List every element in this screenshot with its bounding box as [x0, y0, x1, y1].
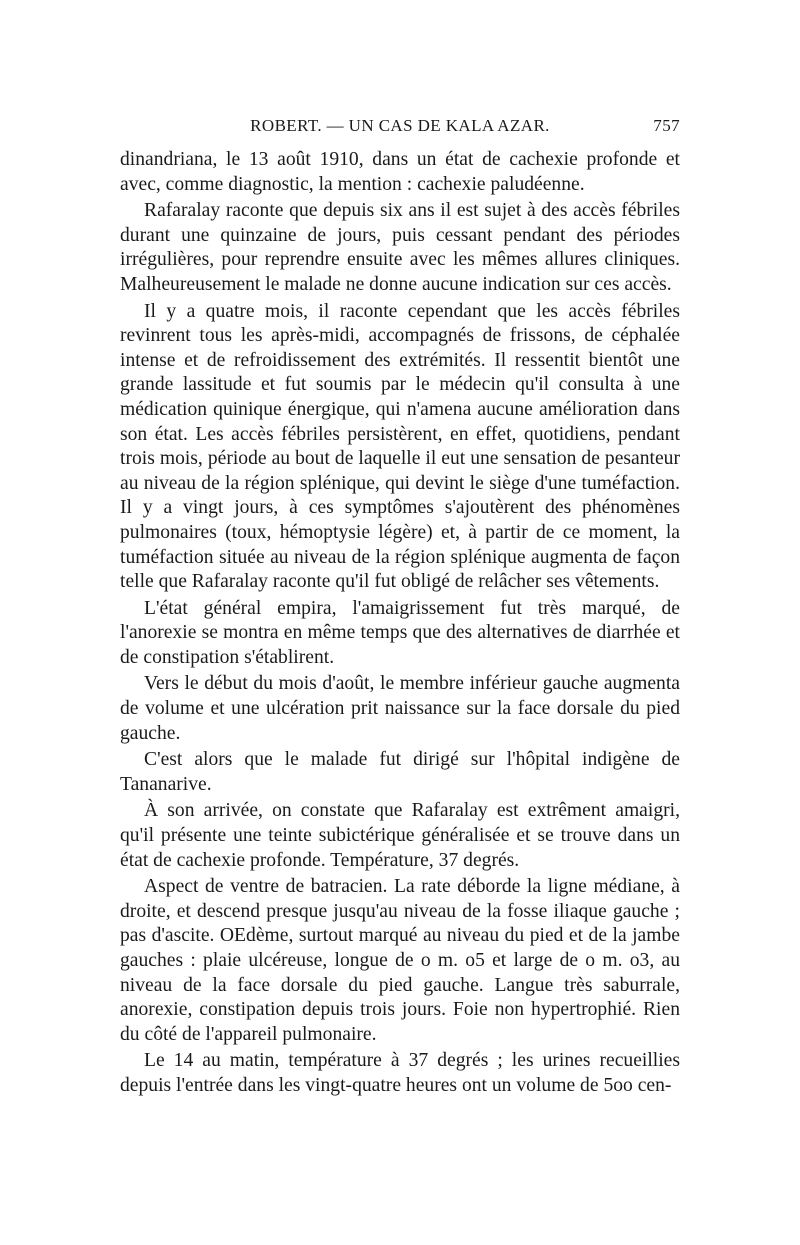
paragraph: L'état général empira, l'amaigrissement fut très marqué, de l'anorexie se montra en même temps que des alternatives de diarrhée et de constipation s'établirent.: [120, 597, 680, 668]
paragraph: dinandriana, le 13 août 1910, dans un état de cachexie profonde et avec, comme diagnostic, la mention : cachexie paludéenne.: [120, 149, 680, 195]
paragraph: C'est alors que le malade fut dirigé sur l'hôpital indigène de Tananarive.: [120, 749, 680, 795]
paragraph: Rafaralay raconte que depuis six ans il est sujet à des accès fébriles durant une quinzaine de jours, puis cessant pendant des périodes irrégulières, pour reprendre ensuite avec les mêmes allures cliniques. Malheureusement le malade ne donne aucune indication sur ces accès.: [120, 200, 680, 295]
page-header: [120, 116, 680, 140]
body-text: [120, 148, 680, 1101]
paragraph: Il y a quatre mois, il raconte cependant que les accès fébriles revinrent tous les après-midi, accompagnés de frissons, de céphalée intense et de refroidissement des extrémités. Il ressentit bientôt une grande lassitude et fut soumis par le médecin qu'il consulta à une médication quinique énergique, qui n'amena aucune amélioration dans son état. Les accès fébriles persistèrent, en effet, quotidiens, pendant trois mois, période au bout de laquelle il eut une sensation de pesanteur au niveau de la région splénique, qui devint le siège d'une tuméfaction. Il y a vingt jours, à ces symptômes s'ajoutèrent des phénomènes pulmonaires (toux, hémoptysie légère) et, à partir de ce moment, la tuméfaction située au niveau de la région splénique augmenta de façon telle que Rafaralay raconte qu'il fut obligé de relâcher ses vêtements.: [120, 300, 680, 593]
paragraph: Vers le début du mois d'août, le membre inférieur gauche augmenta de volume et une ulcération prit naissance sur la face dorsale du pied gauche.: [120, 673, 680, 744]
page-number: 757: [653, 116, 680, 135]
running-title: ROBERT. — UN CAS DE KALA AZAR.: [250, 116, 550, 135]
paragraph: Le 14 au matin, température à 37 degrés ; les urines recueillies depuis l'entrée dans les vingt-quatre heures ont un volume de 5oo cen-: [120, 1050, 680, 1096]
paragraph: À son arrivée, on constate que Rafaralay est extrêment amaigri, qu'il présente une teinte subictérique généralisée et se trouve dans un état de cachexie profonde. Température, 37 degrés.: [120, 800, 680, 871]
paragraph: Aspect de ventre de batracien. La rate déborde la ligne médiane, à droite, et descend presque jusqu'au niveau de la fosse iliaque gauche ; pas d'ascite. OEdème, surtout marqué au niveau du pied et de la jambe gauches : plaie ulcéreuse, longue de o m. o5 et large de o m. o3, au niveau de la face dorsale du pied gauche. Langue très saburrale, anorexie, constipation depuis trois jours. Foie non hypertrophié. Rien du côté de l'appareil pulmonaire.: [120, 876, 680, 1045]
